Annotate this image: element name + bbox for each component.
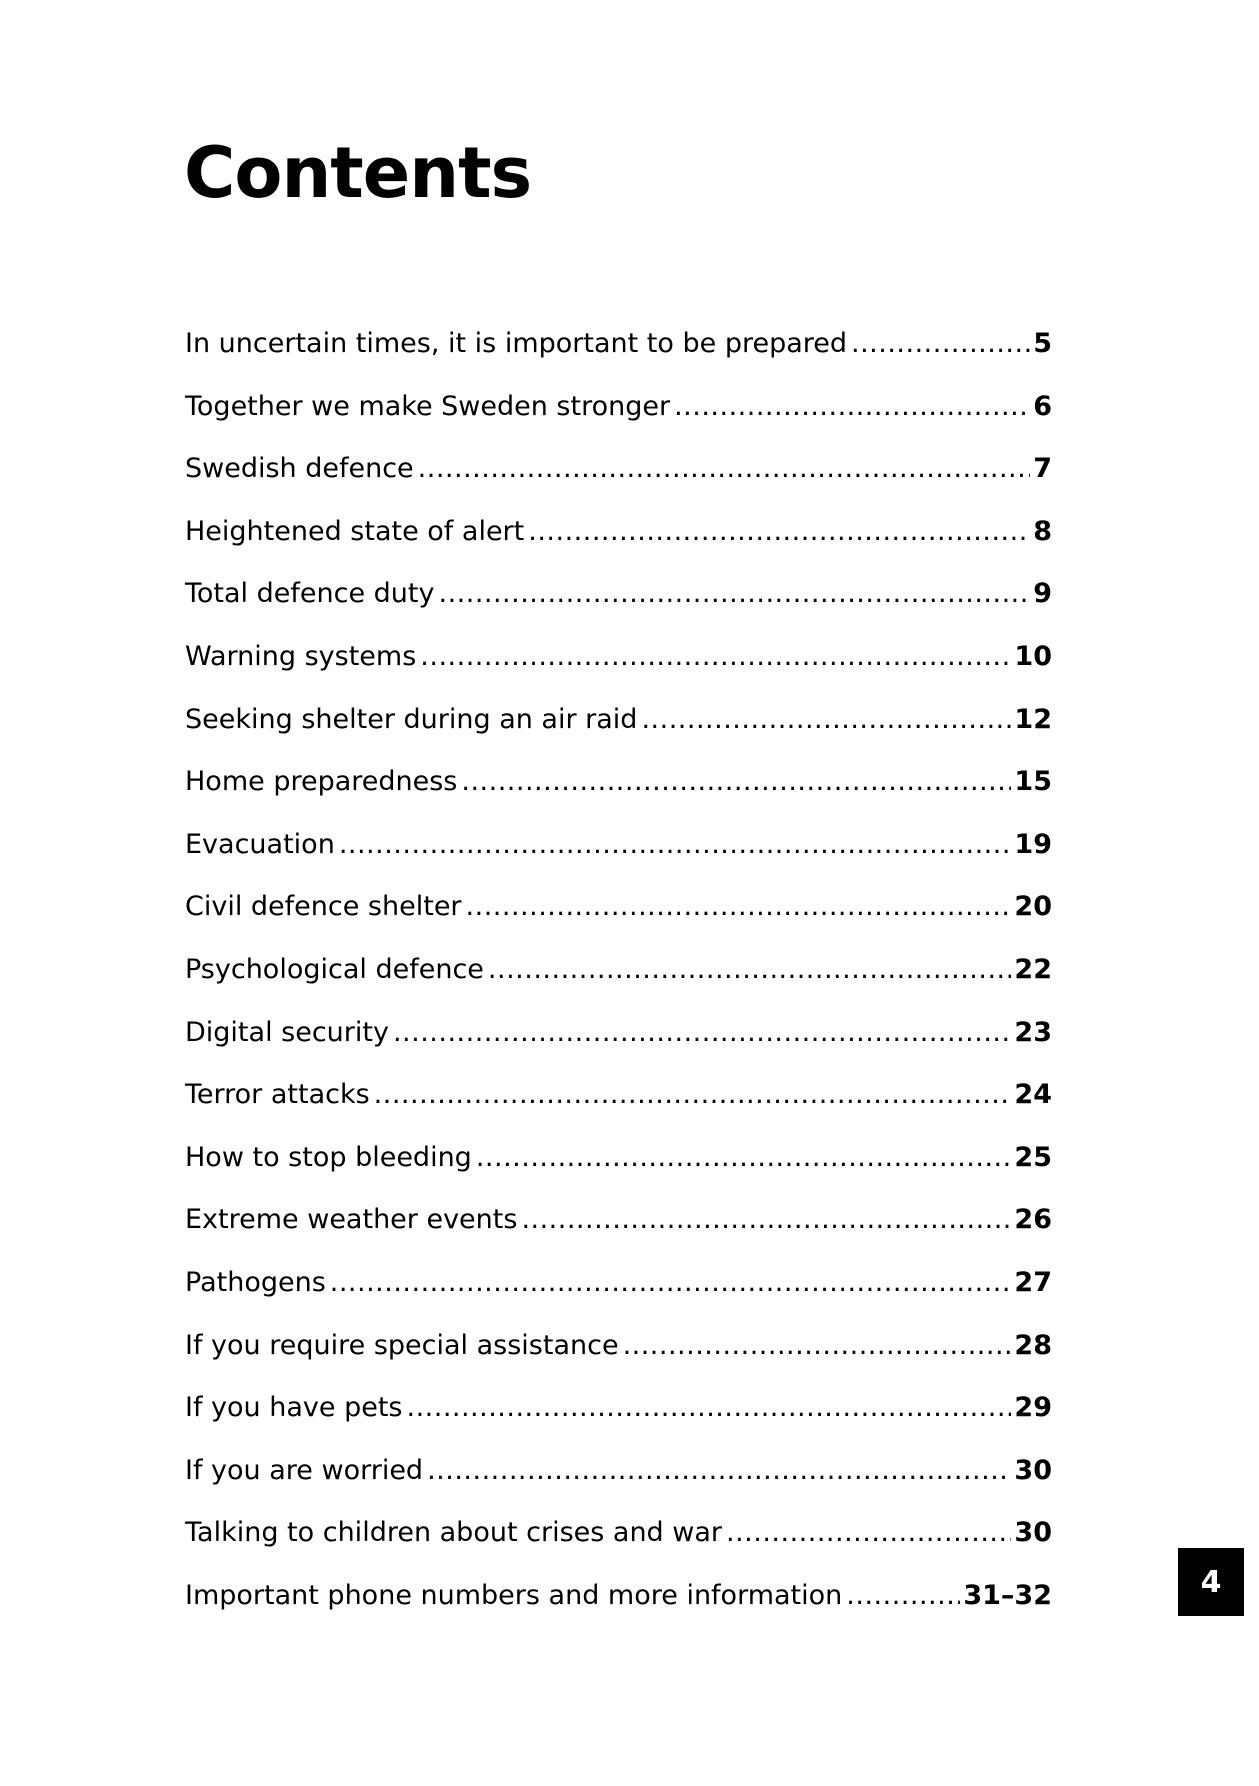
toc-entry-title: Talking to children about crises and war (185, 1517, 723, 1549)
toc-entry-page: 9 (1033, 578, 1052, 610)
toc-entry[interactable] (185, 1580, 1052, 1643)
toc-entry[interactable] (185, 891, 1052, 954)
toc-dot-leader (461, 766, 1011, 797)
toc-entry-page: 12 (1014, 703, 1052, 735)
toc-dot-leader (488, 954, 1012, 985)
toc-entry-page: 28 (1014, 1329, 1052, 1361)
toc-dot-leader (641, 704, 1011, 735)
toc-entry-title: Civil defence shelter (185, 891, 462, 923)
toc-entry-page: 15 (1014, 766, 1052, 798)
toc-entry-page: 31–32 (963, 1579, 1052, 1611)
toc-dot-leader (427, 1455, 1011, 1486)
toc-entry-page: 22 (1014, 953, 1052, 985)
toc-entry[interactable] (185, 1455, 1052, 1518)
toc-entry[interactable] (185, 1392, 1052, 1455)
toc-dot-leader (330, 1267, 1012, 1298)
toc-entry[interactable] (185, 1517, 1052, 1580)
toc-entry[interactable] (185, 1267, 1052, 1330)
toc-entry[interactable] (185, 641, 1052, 704)
toc-entry-title: Together we make Sweden stronger (185, 390, 671, 422)
toc-dot-leader (846, 1580, 960, 1611)
table-of-contents (185, 328, 1052, 1642)
toc-dot-leader (393, 1017, 1011, 1048)
toc-entry[interactable] (185, 829, 1052, 892)
toc-entry[interactable] (185, 766, 1052, 829)
toc-entry-title: Important phone numbers and more information (185, 1579, 843, 1611)
toc-entry-page: 26 (1014, 1204, 1052, 1236)
toc-entry[interactable] (185, 516, 1052, 579)
page-title: Contents (184, 132, 532, 214)
toc-entry-title: Heightened state of alert (185, 515, 525, 547)
toc-entry-page: 27 (1014, 1266, 1052, 1298)
toc-entry[interactable] (185, 1142, 1052, 1205)
toc-entry[interactable] (185, 1204, 1052, 1267)
toc-entry-page: 5 (1033, 328, 1052, 359)
toc-entry-page: 8 (1033, 515, 1052, 547)
toc-dot-leader (374, 1079, 1012, 1110)
toc-entry[interactable] (185, 578, 1052, 641)
toc-entry-page: 30 (1014, 1517, 1052, 1549)
toc-entry[interactable] (185, 1017, 1052, 1080)
toc-entry-page: 10 (1014, 640, 1052, 672)
toc-dot-leader (623, 1330, 1012, 1361)
toc-dot-leader (528, 516, 1030, 547)
toc-entry-title: In uncertain times, it is important to be prepared (185, 328, 848, 359)
toc-entry[interactable] (185, 328, 1052, 391)
toc-entry-page: 30 (1014, 1454, 1052, 1486)
toc-entry-title: If you require special assistance (185, 1329, 619, 1361)
toc-entry-title: Seeking shelter during an air raid (185, 703, 638, 735)
toc-entry[interactable] (185, 391, 1052, 454)
toc-dot-leader (420, 641, 1011, 672)
toc-entry-title: Swedish defence (185, 453, 414, 485)
toc-entry-page: 7 (1033, 453, 1052, 485)
toc-entry-title: If you are worried (185, 1454, 424, 1486)
toc-entry-title: Evacuation (185, 828, 335, 860)
toc-entry[interactable] (185, 954, 1052, 1017)
toc-entry-title: Warning systems (185, 640, 417, 672)
toc-entry-title: How to stop bleeding (185, 1141, 472, 1173)
toc-entry-title: Total defence duty (185, 578, 435, 610)
toc-entry-title: Pathogens (185, 1266, 326, 1298)
toc-entry[interactable] (185, 1079, 1052, 1142)
toc-entry-page: 20 (1014, 891, 1052, 923)
toc-entry-title: Psychological defence (185, 953, 484, 985)
toc-dot-leader (418, 453, 1031, 484)
toc-dot-leader (438, 578, 1030, 609)
toc-entry[interactable] (185, 1330, 1052, 1393)
toc-entry-title: Terror attacks (185, 1079, 370, 1111)
toc-entry-page: 19 (1014, 828, 1052, 860)
toc-entry-page: 6 (1033, 390, 1052, 422)
page-number-badge: 4 (1178, 1548, 1244, 1616)
toc-dot-leader (726, 1517, 1011, 1548)
toc-entry-page: 23 (1014, 1016, 1052, 1048)
toc-entry[interactable] (185, 704, 1052, 767)
toc-entry-page: 24 (1014, 1079, 1052, 1111)
toc-dot-leader (851, 328, 1030, 359)
toc-entry[interactable] (185, 453, 1052, 516)
toc-dot-leader (339, 829, 1012, 860)
toc-entry-title: Home preparedness (185, 766, 458, 798)
toc-dot-leader (466, 891, 1012, 922)
toc-entry-page: 25 (1014, 1141, 1052, 1173)
toc-dot-leader (521, 1204, 1011, 1235)
toc-entry-title: Extreme weather events (185, 1204, 518, 1236)
toc-dot-leader (674, 391, 1030, 422)
toc-dot-leader (406, 1392, 1011, 1423)
toc-dot-leader (476, 1142, 1012, 1173)
toc-entry-page: 29 (1014, 1392, 1052, 1424)
toc-entry-title: If you have pets (185, 1392, 403, 1424)
toc-entry-title: Digital security (185, 1016, 389, 1048)
